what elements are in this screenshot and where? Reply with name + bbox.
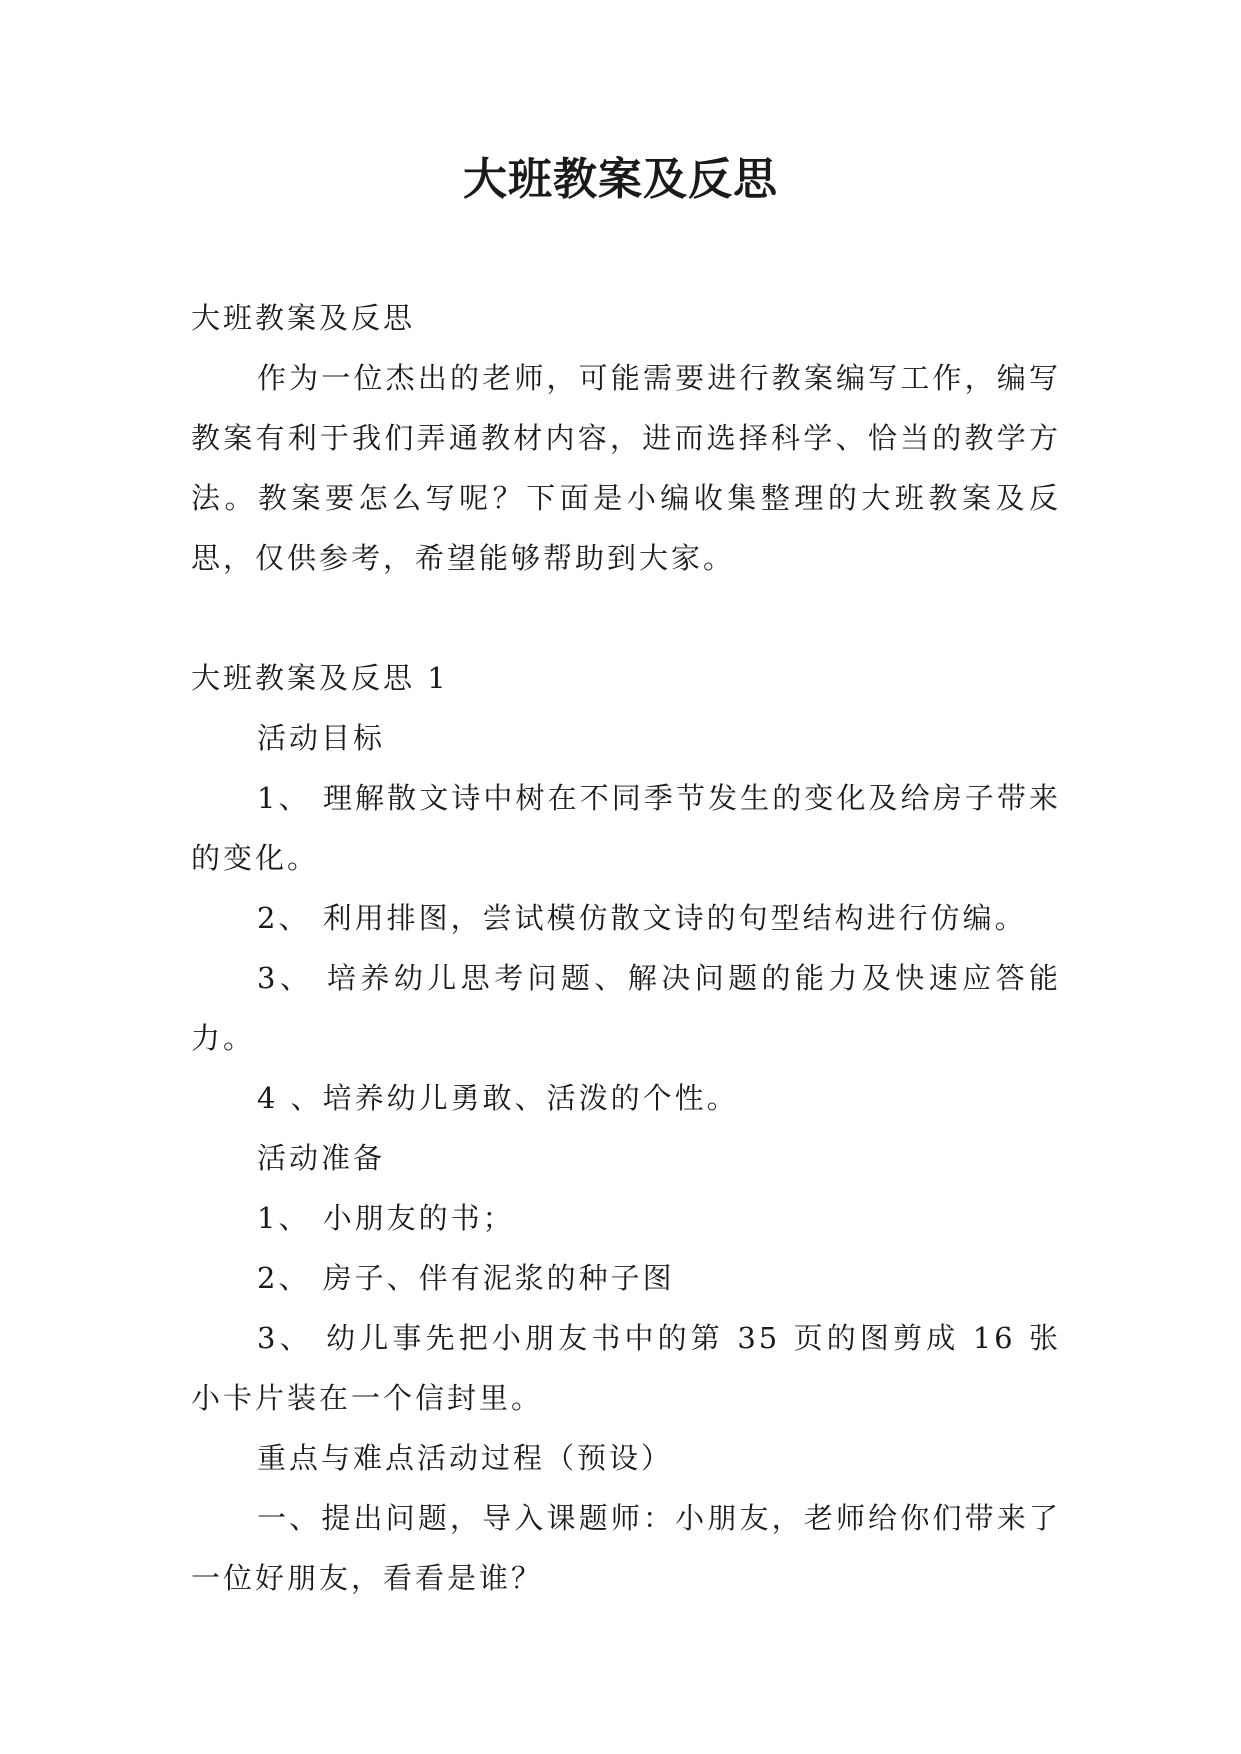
document-body: [191, 288, 1061, 1608]
objective-item: 2、 利用排图，尝试模仿散文诗的句型结构进行仿编。: [257, 901, 1027, 935]
process-step: 一、提出问题，导入课题师：小朋友，老师给你们带来了一位好朋友，看看是谁？: [191, 1501, 1061, 1595]
preparation-item: 3、 幼儿事先把小朋友书中的第 35 页的图剪成 16 张小卡片装在一个信封里。: [191, 1321, 1061, 1415]
intro-paragraph: 作为一位杰出的老师，可能需要进行教案编写工作，编写教案有利于我们弄通教材内容，进而选择科学、恰当的教学方法。教案要怎么写呢？下面是小编收集整理的大班教案及反思，仅供参考，希望能够帮助到大家。: [191, 361, 1061, 575]
objective-item: 3、 培养幼儿思考问题、解决问题的能力及快速应答能力。: [191, 961, 1061, 1055]
subtitle: 大班教案及反思: [191, 301, 416, 335]
objectives-heading: 活动目标: [257, 721, 386, 755]
preparation-item: 1、 小朋友的书；: [257, 1201, 515, 1235]
document-title: 大班教案及反思: [463, 154, 778, 205]
objective-item: 1、 理解散文诗中树在不同季节发生的变化及给房子带来的变化。: [191, 781, 1061, 875]
preparation-heading: 活动准备: [257, 1141, 386, 1175]
preparation-item: 2、 房子、伴有泥浆的种子图: [257, 1261, 675, 1295]
objective-item: 4 、培养幼儿勇敢、活泼的个性。: [257, 1081, 739, 1115]
process-heading: 重点与难点活动过程（预设）: [257, 1441, 674, 1475]
section-heading: 大班教案及反思 1: [191, 661, 449, 695]
